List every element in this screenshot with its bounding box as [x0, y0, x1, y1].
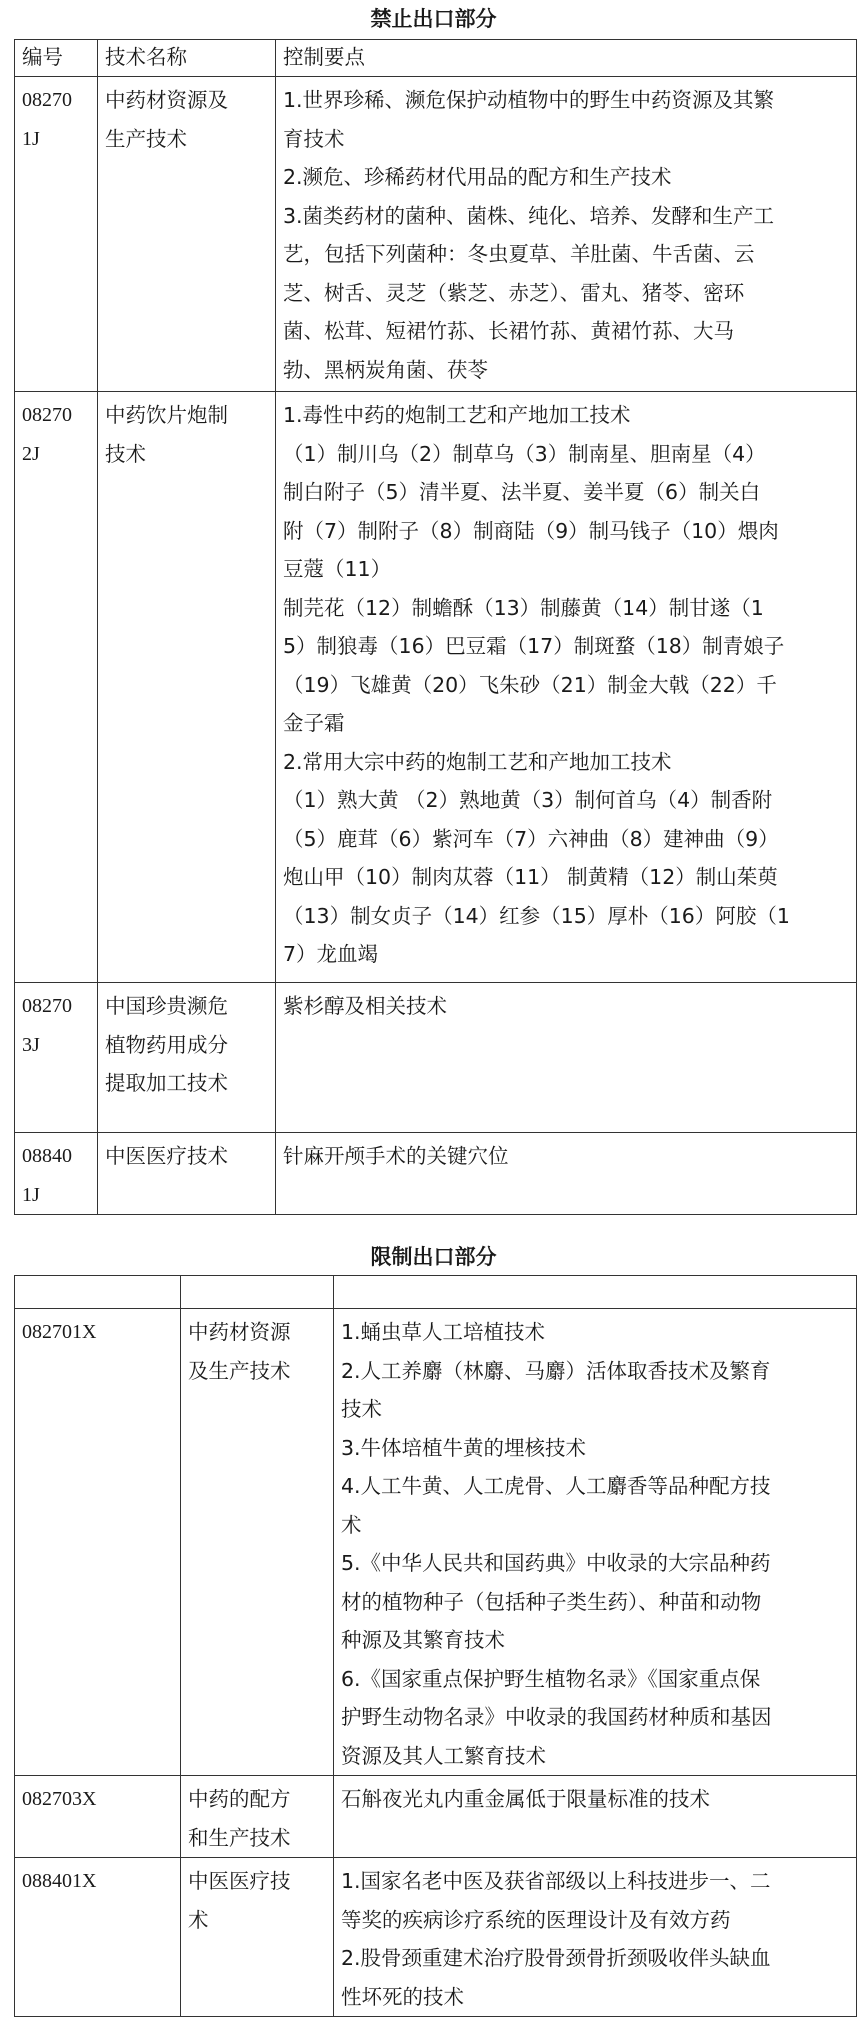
table-row [15, 983, 857, 1133]
row-control-points: 石斛夜光丸内重金属低于限量标准的技术 [334, 1776, 857, 1858]
restricted-section-title: 限制出口部分 [370, 1245, 497, 1269]
row-code: 08270 1J [15, 77, 98, 392]
row-tech-name: 中医医疗技术 [98, 1133, 276, 1215]
table-row [15, 77, 857, 392]
prohibited-section-title: 禁止出口部分 [370, 7, 497, 31]
table-row [15, 1776, 857, 1858]
row-tech-name: 中药饮片炮制 技术 [98, 392, 276, 983]
header-empty-cell [334, 1276, 857, 1309]
table-row [15, 1133, 857, 1215]
header-control-points: 控制要点 [276, 40, 857, 77]
row-code: 082703X [15, 1776, 181, 1858]
table-row [15, 1309, 857, 1776]
row-tech-name: 中药材资源及 生产技术 [98, 77, 276, 392]
row-control-points: 紫杉醇及相关技术 [276, 983, 857, 1133]
table-row [15, 1858, 857, 2017]
row-code: 08840 1J [15, 1133, 98, 1215]
restricted-export-table [14, 1275, 857, 2017]
row-control-points: 针麻开颅手术的关键穴位 [276, 1133, 857, 1215]
table-row [15, 392, 857, 983]
row-tech-name: 中药材资源 及生产技术 [181, 1309, 334, 1776]
row-tech-name: 中药的配方 和生产技术 [181, 1776, 334, 1858]
row-control-points: 1.毒性中药的炮制工艺和产地加工技术 （1）制川乌（2）制草乌（3）制南星、胆南星（4） 制白附子（5）清半夏、法半夏、姜半夏（6）制关白 附（7）制附子（8）制商陆（9）制马钱子（10）煨肉 豆蔻（11） 制芫花（12）制蟾酥（13）制藤黄（14）制甘遂（1 5）制狼毒（16）巴豆霜（17）制斑蝥（18）制青娘子 （19）飞雄黄（20）飞朱砂（21）制金大戟（22）千 金子霜 2.常用大宗中药的炮制工艺和产地加工技术 （1）熟大黄 （2）熟地黄（3）制何首乌（4）制香附 （5）鹿茸（6）紫河车（7）六神曲（8）建神曲（9） 炮山甲（10）制肉苁蓉（11） 制黄精（12）制山茱萸 （13）制女贞子（14）红参（15）厚朴（16）阿胶（1 7）龙血竭 [276, 392, 857, 983]
row-code: 08270 3J [15, 983, 98, 1133]
row-control-points: 1.蛹虫草人工培植技术 2.人工养麝（林麝、马麝）活体取香技术及繁育 技术 3.牛体培植牛黄的埋核技术 4.人工牛黄、人工虎骨、人工麝香等品种配方技 术 5.《中华人民共和国药典》中收录的大宗品种药 材的植物种子（包括种子类生药）、种苗和动物 种源及其繁育技术 6.《国家重点保护野生植物名录》《国家重点保 护野生动物名录》中收录的我国药材种质和基因 资源及其人工繁育技术 [334, 1309, 857, 1776]
row-tech-name: 中医医疗技 术 [181, 1858, 334, 2017]
row-tech-name: 中国珍贵濒危 植物药用成分 提取加工技术 [98, 983, 276, 1133]
table-header-row-empty [15, 1276, 857, 1309]
row-code: 088401X [15, 1858, 181, 2017]
row-code: 08270 2J [15, 392, 98, 983]
header-empty-cell [15, 1276, 181, 1309]
header-empty-cell [181, 1276, 334, 1309]
table-header-row [15, 40, 857, 77]
prohibited-export-table [14, 39, 857, 1215]
row-control-points: 1.世界珍稀、濒危保护动植物中的野生中药资源及其繁 育技术 2.濒危、珍稀药材代用品的配方和生产技术 3.菌类药材的菌种、菌株、纯化、培养、发酵和生产工 艺，包括下列菌种：冬虫夏草、羊肚菌、牛舌菌、云 芝、树舌、灵芝（紫芝、赤芝）、雷丸、猪苓、密环 菌、松茸、短裙竹荪、长裙竹荪、黄裙竹荪、大马 勃、黑柄炭角菌、茯苓 [276, 77, 857, 392]
header-tech-name: 技术名称 [98, 40, 276, 77]
header-code: 编号 [15, 40, 98, 77]
row-control-points: 1.国家名老中医及获省部级以上科技进步一、二 等奖的疾病诊疗系统的医理设计及有效方药 2.股骨颈重建术治疗股骨颈骨折颈吸收伴头缺血 性坏死的技术 [334, 1858, 857, 2017]
row-code: 082701X [15, 1309, 181, 1776]
